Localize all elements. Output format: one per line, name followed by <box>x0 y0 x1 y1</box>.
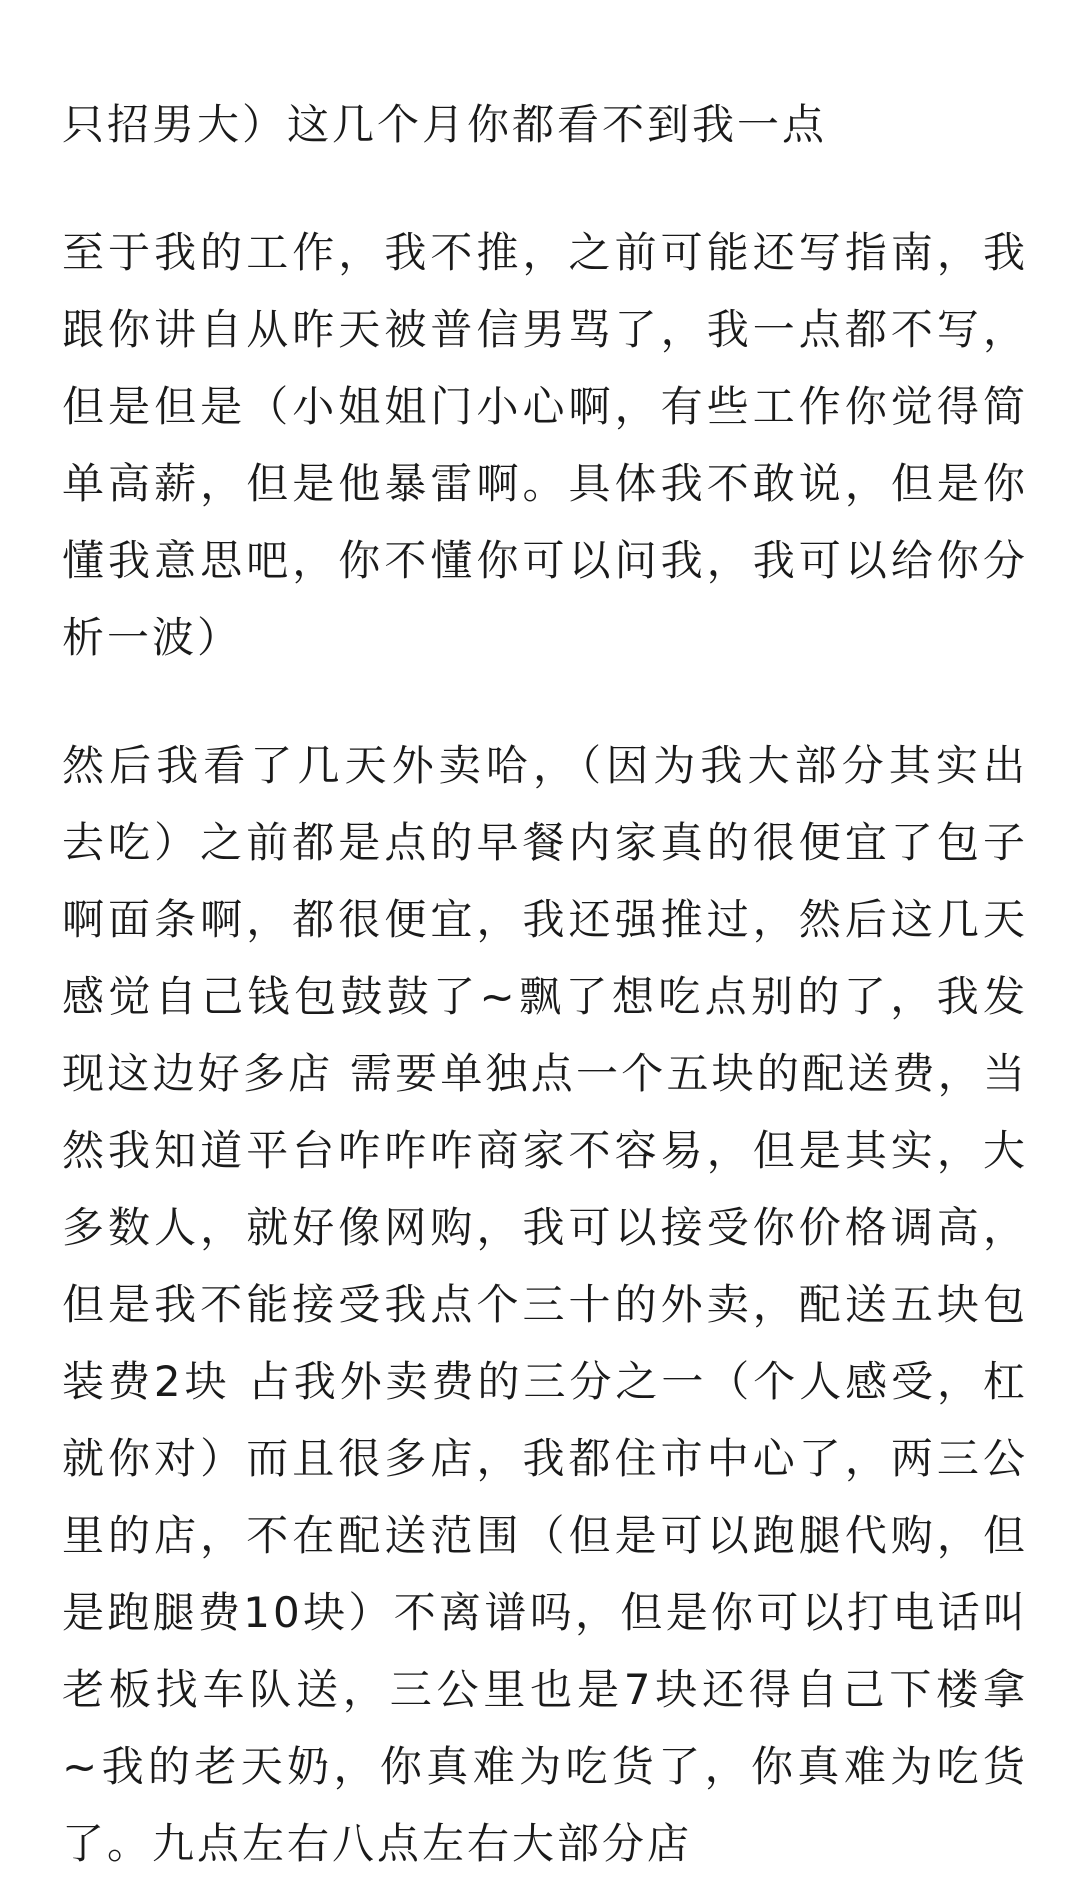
paragraph-1: 只招男大）这几个月你都看不到我一点 <box>62 100 828 149</box>
article-body <box>62 86 1028 1882</box>
paragraph-3: 然后我看了几天外卖哈，（因为我大部分其实出去吃）之前都是点的早餐内家真的很便宜了包子 啊面条啊，都很便宜，我还强推过，然后这几天感觉自己钱包鼓鼓了~飘了想吃点别的了，我发现这边好多店 需要单独点一个五块的配送费，当然我知道平台咋咋咋商家不容易，但是其实，大多数人，就好像网购，我可以接受你价格调高，但是我不能接受我点个三十的外卖，配送五块包装费2块 占我外卖费的三分之一（个人感受，杠就你对）而且很多店，我都住市中心了，两三公里的店，不在配送范围（但是可以跑腿代购，但是跑腿费10块）不离谱吗，但是你可以打电话叫老板找车队送，三公里也是7块还得自己下楼拿~我的老天奶，你真难为吃货了，你真难为吃货了。九点左右八点左右大部分店 <box>62 741 1028 1868</box>
paragraph-2: 至于我的工作，我不推，之前可能还写指南，我跟你讲自从昨天被普信男骂了，我一点都不写，但是但是（小姐姐门小心啊，有些工作你觉得简单高薪，但是他暴雷啊。具体我不敢说，但是你懂我意思吧，你不懂你可以问我，我可以给你分析一波） <box>62 228 1028 662</box>
